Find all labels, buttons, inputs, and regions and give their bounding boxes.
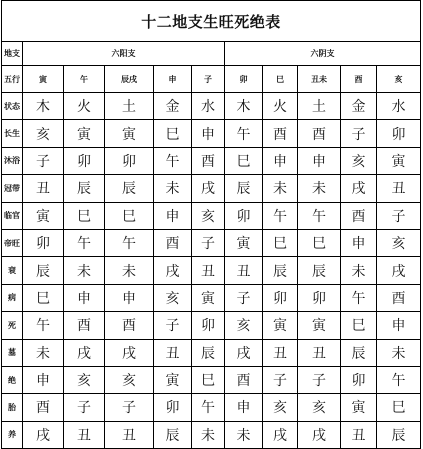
table-cell: 午 xyxy=(192,394,225,421)
table-cell: 卯 xyxy=(192,312,225,339)
table-cell: 午 xyxy=(64,229,105,256)
yang-group-header: 六阳支 xyxy=(23,42,225,66)
table-title: 十二地支生旺死绝表 xyxy=(2,1,421,42)
table-cell: 丑 xyxy=(23,175,64,202)
table-cell: 戌 xyxy=(64,339,105,366)
table-cell: 寅 xyxy=(154,366,192,393)
table-cell: 亥 xyxy=(105,366,154,393)
table-cell: 辰 xyxy=(64,175,105,202)
table-cell: 未 xyxy=(192,421,225,448)
table-cell: 亥 xyxy=(23,120,64,147)
table-cell: 亥 xyxy=(64,366,105,393)
table-cell: 申 xyxy=(298,147,341,174)
table-cell: 寅 xyxy=(263,312,298,339)
row-label: 冠带 xyxy=(2,175,23,202)
table-cell: 未 xyxy=(341,257,377,284)
table-cell: 未 xyxy=(105,257,154,284)
table-cell: 丑 xyxy=(154,339,192,366)
table-cell: 丑 xyxy=(341,421,377,448)
table-cell: 辰 xyxy=(298,257,341,284)
table-cell: 亥 xyxy=(298,394,341,421)
table-cell: 木 xyxy=(23,93,64,120)
corner-header: 地支 xyxy=(2,42,23,66)
table-cell: 寅 xyxy=(64,120,105,147)
table-cell: 子 xyxy=(263,366,298,393)
table-row xyxy=(2,257,421,284)
table-row xyxy=(2,147,421,174)
table-cell: 卯 xyxy=(105,147,154,174)
branch-strength-table-sheet xyxy=(1,0,420,449)
table-cell: 未 xyxy=(64,257,105,284)
table-row xyxy=(2,339,421,366)
table-cell: 申 xyxy=(225,394,263,421)
table-cell: 子 xyxy=(154,312,192,339)
table-row xyxy=(2,284,421,311)
table-cell: 申 xyxy=(23,366,64,393)
table-cell: 巳 xyxy=(105,202,154,229)
table-cell: 亥 xyxy=(341,147,377,174)
branch-column-header: 亥 xyxy=(377,66,421,93)
table-cell: 水 xyxy=(377,93,421,120)
table-cell: 寅 xyxy=(23,202,64,229)
table-cell: 戌 xyxy=(105,339,154,366)
table-cell: 土 xyxy=(298,93,341,120)
table-cell: 未 xyxy=(23,339,64,366)
table-cell: 丑 xyxy=(298,339,341,366)
table-cell: 酉 xyxy=(341,202,377,229)
row-label: 状态 xyxy=(2,93,23,120)
table-cell: 戌 xyxy=(225,339,263,366)
table-cell: 巳 xyxy=(64,202,105,229)
table-cell: 卯 xyxy=(263,284,298,311)
table-cell: 子 xyxy=(23,147,64,174)
table-cell: 子 xyxy=(298,366,341,393)
table-row xyxy=(2,366,421,393)
table-cell: 亥 xyxy=(154,284,192,311)
table-cell: 巳 xyxy=(154,120,192,147)
table-cell: 寅 xyxy=(341,394,377,421)
branch-column-header: 酉 xyxy=(341,66,377,93)
table-cell: 未 xyxy=(377,339,421,366)
row-label: 墓 xyxy=(2,339,23,366)
table-cell: 酉 xyxy=(263,120,298,147)
table-cell: 寅 xyxy=(105,120,154,147)
table-cell: 寅 xyxy=(192,284,225,311)
table-cell: 亥 xyxy=(192,202,225,229)
table-cell: 未 xyxy=(225,421,263,448)
table-cell: 火 xyxy=(64,93,105,120)
table-cell: 辰 xyxy=(23,257,64,284)
table-cell: 子 xyxy=(225,284,263,311)
table-cell: 水 xyxy=(192,93,225,120)
row-label: 胎 xyxy=(2,394,23,421)
row-label: 死 xyxy=(2,312,23,339)
table-cell: 卯 xyxy=(154,394,192,421)
table-cell: 午 xyxy=(377,366,421,393)
table-cell: 酉 xyxy=(225,366,263,393)
table-cell: 戌 xyxy=(298,421,341,448)
table-cell: 金 xyxy=(154,93,192,120)
table-cell: 戌 xyxy=(341,175,377,202)
table-cell: 酉 xyxy=(64,312,105,339)
row-label: 养 xyxy=(2,421,23,448)
branch-column-header: 卯 xyxy=(225,66,263,93)
row-label: 衰 xyxy=(2,257,23,284)
table-row xyxy=(2,421,421,448)
table-cell: 巳 xyxy=(225,147,263,174)
table-cell: 午 xyxy=(263,202,298,229)
branch-column-header: 子 xyxy=(192,66,225,93)
table-cell: 木 xyxy=(225,93,263,120)
table-cell: 土 xyxy=(105,93,154,120)
row-label: 沐浴 xyxy=(2,147,23,174)
table-row xyxy=(2,175,421,202)
row-label: 长生 xyxy=(2,120,23,147)
table-row xyxy=(2,394,421,421)
table-cell: 丑 xyxy=(192,257,225,284)
row-label: 绝 xyxy=(2,366,23,393)
table-cell: 酉 xyxy=(377,284,421,311)
table-cell: 子 xyxy=(105,394,154,421)
wuxing-row-label: 五行 xyxy=(2,66,23,93)
table-cell: 卯 xyxy=(377,120,421,147)
branch-column-header: 丑未 xyxy=(298,66,341,93)
table-cell: 巳 xyxy=(377,394,421,421)
row-label: 临官 xyxy=(2,202,23,229)
branch-column-header: 申 xyxy=(154,66,192,93)
table-cell: 亥 xyxy=(225,312,263,339)
table-cell: 未 xyxy=(298,175,341,202)
table-cell: 午 xyxy=(154,147,192,174)
table-cell: 申 xyxy=(192,120,225,147)
table-cell: 火 xyxy=(263,93,298,120)
branch-strength-table xyxy=(1,0,421,449)
table-cell: 寅 xyxy=(377,147,421,174)
table-cell: 卯 xyxy=(298,284,341,311)
row-label: 病 xyxy=(2,284,23,311)
yin-group-header: 六阴支 xyxy=(225,42,421,66)
row-label: 帝旺 xyxy=(2,229,23,256)
table-row xyxy=(2,93,421,120)
table-cell: 辰 xyxy=(154,421,192,448)
table-cell: 午 xyxy=(298,202,341,229)
table-cell: 巳 xyxy=(263,229,298,256)
table-cell: 巳 xyxy=(23,284,64,311)
branch-column-header: 寅 xyxy=(23,66,64,93)
table-cell: 申 xyxy=(154,202,192,229)
table-cell: 戌 xyxy=(154,257,192,284)
table-cell: 子 xyxy=(377,202,421,229)
table-cell: 酉 xyxy=(23,394,64,421)
table-cell: 酉 xyxy=(192,147,225,174)
table-cell: 辰 xyxy=(225,175,263,202)
table-cell: 子 xyxy=(64,394,105,421)
table-cell: 申 xyxy=(377,312,421,339)
table-cell: 卯 xyxy=(64,147,105,174)
table-cell: 未 xyxy=(154,175,192,202)
table-cell: 丑 xyxy=(225,257,263,284)
table-cell: 申 xyxy=(341,229,377,256)
table-cell: 戌 xyxy=(23,421,64,448)
table-cell: 丑 xyxy=(263,339,298,366)
branch-column-header: 辰戌 xyxy=(105,66,154,93)
table-cell: 午 xyxy=(23,312,64,339)
table-cell: 午 xyxy=(105,229,154,256)
table-cell: 丑 xyxy=(105,421,154,448)
table-cell: 卯 xyxy=(225,202,263,229)
table-cell: 酉 xyxy=(105,312,154,339)
table-cell: 戌 xyxy=(377,257,421,284)
table-cell: 卯 xyxy=(23,229,64,256)
table-row xyxy=(2,120,421,147)
table-cell: 酉 xyxy=(298,120,341,147)
table-cell: 亥 xyxy=(263,394,298,421)
table-cell: 寅 xyxy=(225,229,263,256)
table-cell: 戌 xyxy=(192,175,225,202)
table-cell: 午 xyxy=(225,120,263,147)
table-cell: 辰 xyxy=(105,175,154,202)
table-cell: 申 xyxy=(64,284,105,311)
table-cell: 巳 xyxy=(341,312,377,339)
table-cell: 巳 xyxy=(192,366,225,393)
table-cell: 戌 xyxy=(263,421,298,448)
table-cell: 申 xyxy=(105,284,154,311)
table-cell: 丑 xyxy=(64,421,105,448)
table-row xyxy=(2,312,421,339)
table-cell: 辰 xyxy=(377,421,421,448)
table-cell: 未 xyxy=(263,175,298,202)
table-row xyxy=(2,229,421,256)
branch-column-header: 午 xyxy=(64,66,105,93)
table-cell: 寅 xyxy=(298,312,341,339)
table-cell: 巳 xyxy=(298,229,341,256)
table-cell: 辰 xyxy=(263,257,298,284)
table-cell: 卯 xyxy=(341,366,377,393)
table-cell: 子 xyxy=(192,229,225,256)
table-cell: 子 xyxy=(341,120,377,147)
table-cell: 亥 xyxy=(377,229,421,256)
table-cell: 辰 xyxy=(192,339,225,366)
table-cell: 辰 xyxy=(341,339,377,366)
table-cell: 申 xyxy=(263,147,298,174)
table-cell: 金 xyxy=(341,93,377,120)
table-cell: 丑 xyxy=(377,175,421,202)
table-cell: 午 xyxy=(341,284,377,311)
branch-column-header: 巳 xyxy=(263,66,298,93)
table-cell: 酉 xyxy=(154,229,192,256)
table-row xyxy=(2,202,421,229)
